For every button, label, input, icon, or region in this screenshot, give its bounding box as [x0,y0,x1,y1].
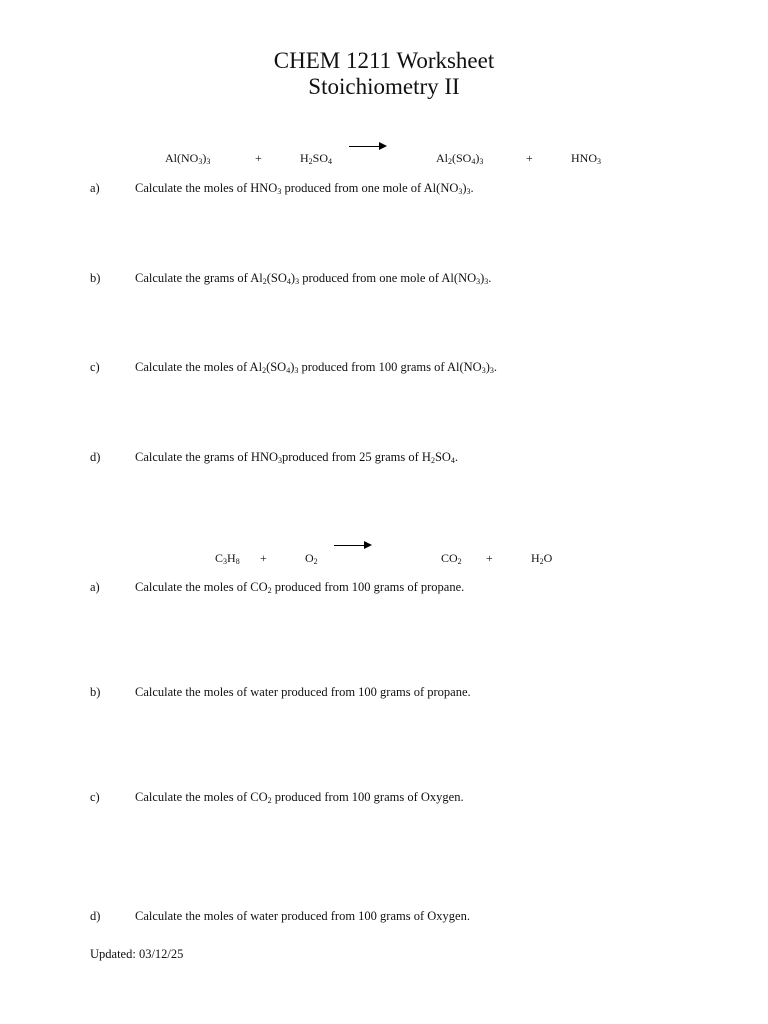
subscript: 3 [295,277,300,286]
plus-sign: + [526,151,533,165]
reaction-arrow-icon [334,541,372,551]
subscript: 3 [294,366,299,375]
question-text: Calculate the moles of $Al_2(SO_4)_3$ produced from 100 grams of $Al(NO_3)_3$. [135,360,497,375]
subscript: 3 [484,277,489,286]
reactant-aluminum-nitrate: $Al(NO_3)_3$ [165,151,211,166]
subscript: 2 [262,366,267,375]
subscript: 3 [597,157,601,166]
plus-sign: + [260,551,267,565]
reactant-oxygen: $O_2$ [305,551,318,566]
question-label: a) [90,181,100,195]
subscript: 4 [450,456,455,465]
subscript: 4 [328,157,333,166]
question-text: Calculate the grams of $Al_2(SO_4)_3$ produced from one mole of $Al(NO_3)_3$. [135,271,492,286]
reactant-propane: $C_3H_8$ [215,551,240,566]
worksheet-subtitle: Stoichiometry II [308,74,460,99]
question-text: Calculate the moles of $CO_2$ produced from 100 grams of propane. [135,580,465,595]
question-text: Calculate the moles of $CO_2$ produced from 100 grams of Oxygen. [135,790,464,805]
plus-sign: + [255,151,262,165]
product-aluminum-sulfate: $Al_2(SO_4)_3$ [436,151,484,166]
subscript: 3 [466,187,471,196]
subscript: 3 [278,456,283,465]
question-text: Calculate the moles of water produced from 100 grams of propane. [135,685,471,699]
product-water: $H_2O$ [531,551,553,566]
subscript: 2 [430,456,435,465]
subscript: 2 [313,557,318,566]
subscript: 2 [267,586,272,595]
question-label: a) [90,580,100,594]
subscript: 3 [198,157,203,166]
question-label: b) [90,685,101,699]
subscript: 2 [539,557,544,566]
subscript: 3 [489,366,494,375]
subscript: 3 [476,277,481,286]
subscript: 2 [448,157,452,166]
product-nitric-acid: $HNO_3$ [571,151,601,166]
question-label: c) [90,790,100,804]
reactant-sulfuric-acid: $H_2SO_4$ [300,151,333,166]
subscript: 2 [262,277,267,286]
subscript: 4 [286,366,291,375]
question-label: d) [90,909,101,923]
question-text: Calculate the moles of water produced from 100 grams of Oxygen. [135,909,470,923]
plus-sign: + [486,551,493,565]
question-label: d) [90,450,101,464]
subscript: 3 [223,557,228,566]
question-text: Calculate the grams of $HNO_3produced$ from 25 grams of $H_2SO_4$. [135,450,459,465]
product-carbon-dioxide: $CO_2$ [441,551,462,566]
worksheet-title: CHEM 1211 Worksheet [273,48,495,73]
updated-date: Updated: 03/12/25 [90,947,184,961]
question-text: Calculate the moles of $HNO_3$ produced from one mole of $Al(NO_3)_3$. [135,181,474,196]
subscript: 4 [471,157,476,166]
subscript: 3 [479,157,484,166]
question-label: c) [90,360,100,374]
subscript: 4 [286,277,291,286]
question-label: b) [90,271,101,285]
subscript: 2 [308,157,313,166]
subscript: 8 [235,557,240,566]
subscript: 2 [267,796,272,805]
subscript: 3 [481,366,486,375]
subscript: 3 [206,157,211,166]
subscript: 2 [457,557,462,566]
subscript: 3 [277,187,282,196]
reaction-arrow-icon [349,142,387,152]
subscript: 3 [458,187,463,196]
